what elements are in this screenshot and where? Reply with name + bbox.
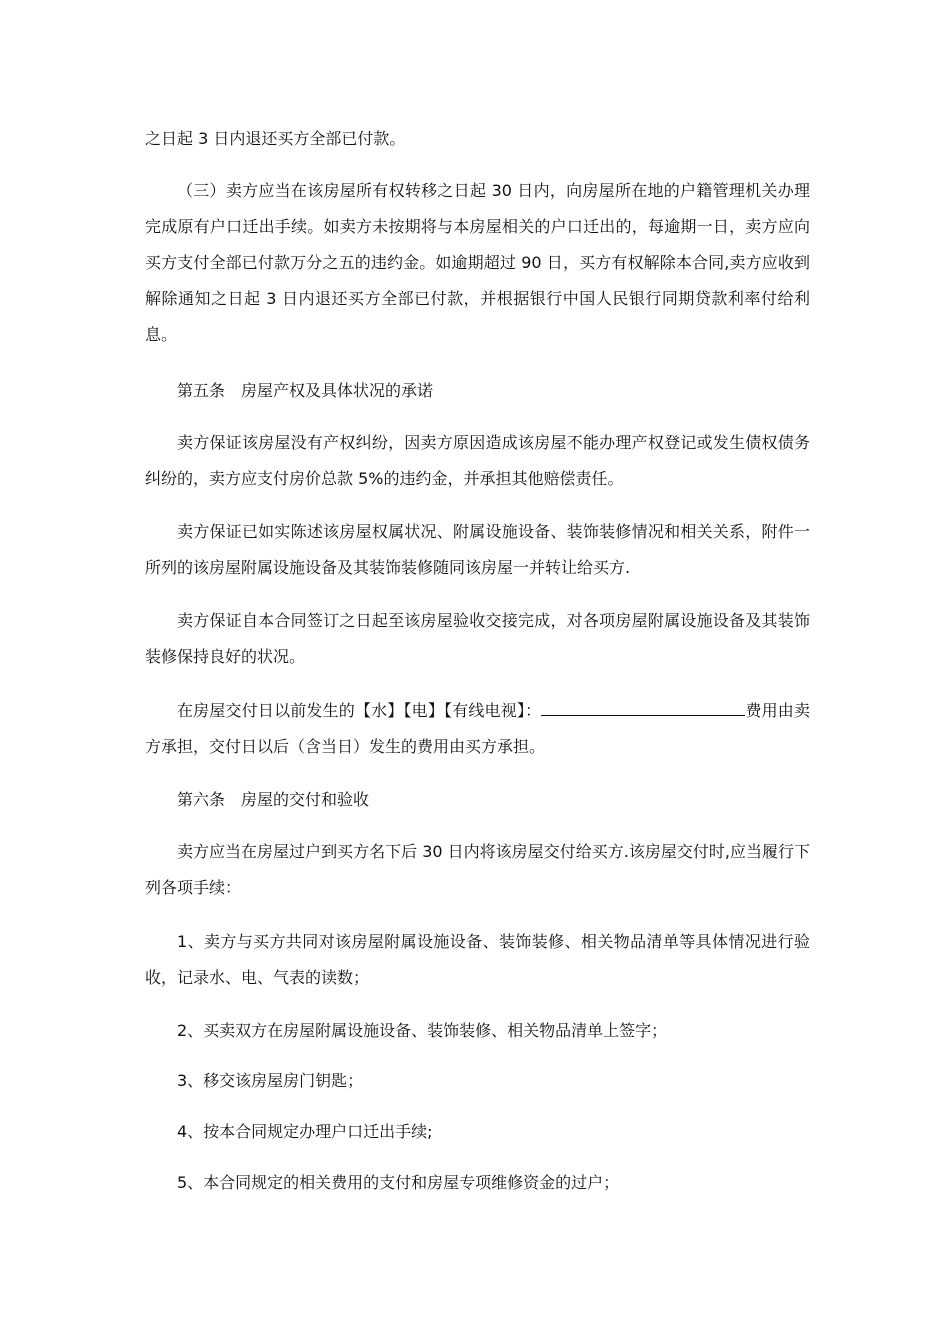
list-item-fee-payment: 5、本合同规定的相关费用的支付和房屋专项维修资金的过户；	[177, 1173, 620, 1192]
utility-fees-text-before: 在房屋交付日以前发生的【水】【电】【有线电视】：	[177, 701, 542, 720]
list-item-hand-over-keys: 3、移交该房屋房门钥匙；	[177, 1071, 364, 1090]
paragraph-household-registration: （三）卖方应当在该房屋所有权转移之日起 30 日内，向房屋所在地的户籍管理机关办理完成原有户口迁出手续。如卖方未按期将与本房屋相关的户口迁出的，每逾期一日，卖方应向买方支付全部已付款万分之五的违约金。如逾期超过 90 日，买方有权解除本合同,卖方应收到解除通知之日起 3 日内退还买方全部已付款，并根据银行中国人民银行同期贷款利率付给利息。	[145, 181, 810, 344]
list-item-household-transfer: 4、按本合同规定办理户口迁出手续;	[177, 1122, 433, 1141]
paragraph-good-condition: 卖方保证自本合同签订之日起至该房屋验收交接完成，对各项房屋附属设施设备及其装饰装修保持良好的状况。	[145, 611, 810, 666]
list-item-inspection: 1、卖方与买方共同对该房屋附属设施设备、装饰装修、相关物品清单等具体情况进行验收，记录水、电、气表的读数；	[145, 932, 810, 987]
article-six-heading: 第六条 房屋的交付和验收	[177, 790, 370, 809]
list-item-sign-inventory: 2、买卖双方在房屋附属设施设备、装饰装修、相关物品清单上签字；	[177, 1021, 668, 1040]
article-five-heading: 第五条 房屋产权及具体状况的承诺	[177, 381, 434, 400]
paragraph-refund-continuation: 之日起 3 日内退还买方全部已付款。	[145, 129, 406, 148]
utility-fees-blank-line	[541, 701, 745, 716]
paragraph-truthful-statement: 卖方保证已如实陈述该房屋权属状况、附属设施设备、装饰装修情况和相关关系，附件一所列的该房屋附属设施设备及其装饰装修随同该房屋一并转让给买方.	[145, 522, 810, 577]
utility-fees-text-after: 费用由卖方承担，交付日以后（含当日）发生的费用由买方承担。	[145, 701, 810, 756]
paragraph-utility-fees	[145, 693, 810, 765]
paragraph-delivery-procedures: 卖方应当在房屋过户到买方名下后 30 日内将该房屋交付给买方.该房屋交付时,应当履行下列各项手续：	[145, 842, 810, 897]
paragraph-no-property-dispute: 卖方保证该房屋没有产权纠纷，因卖方原因造成该房屋不能办理产权登记或发生债权债务纠纷的，卖方应支付房价总款 5%的违约金，并承担其他赔偿责任。	[145, 433, 810, 488]
